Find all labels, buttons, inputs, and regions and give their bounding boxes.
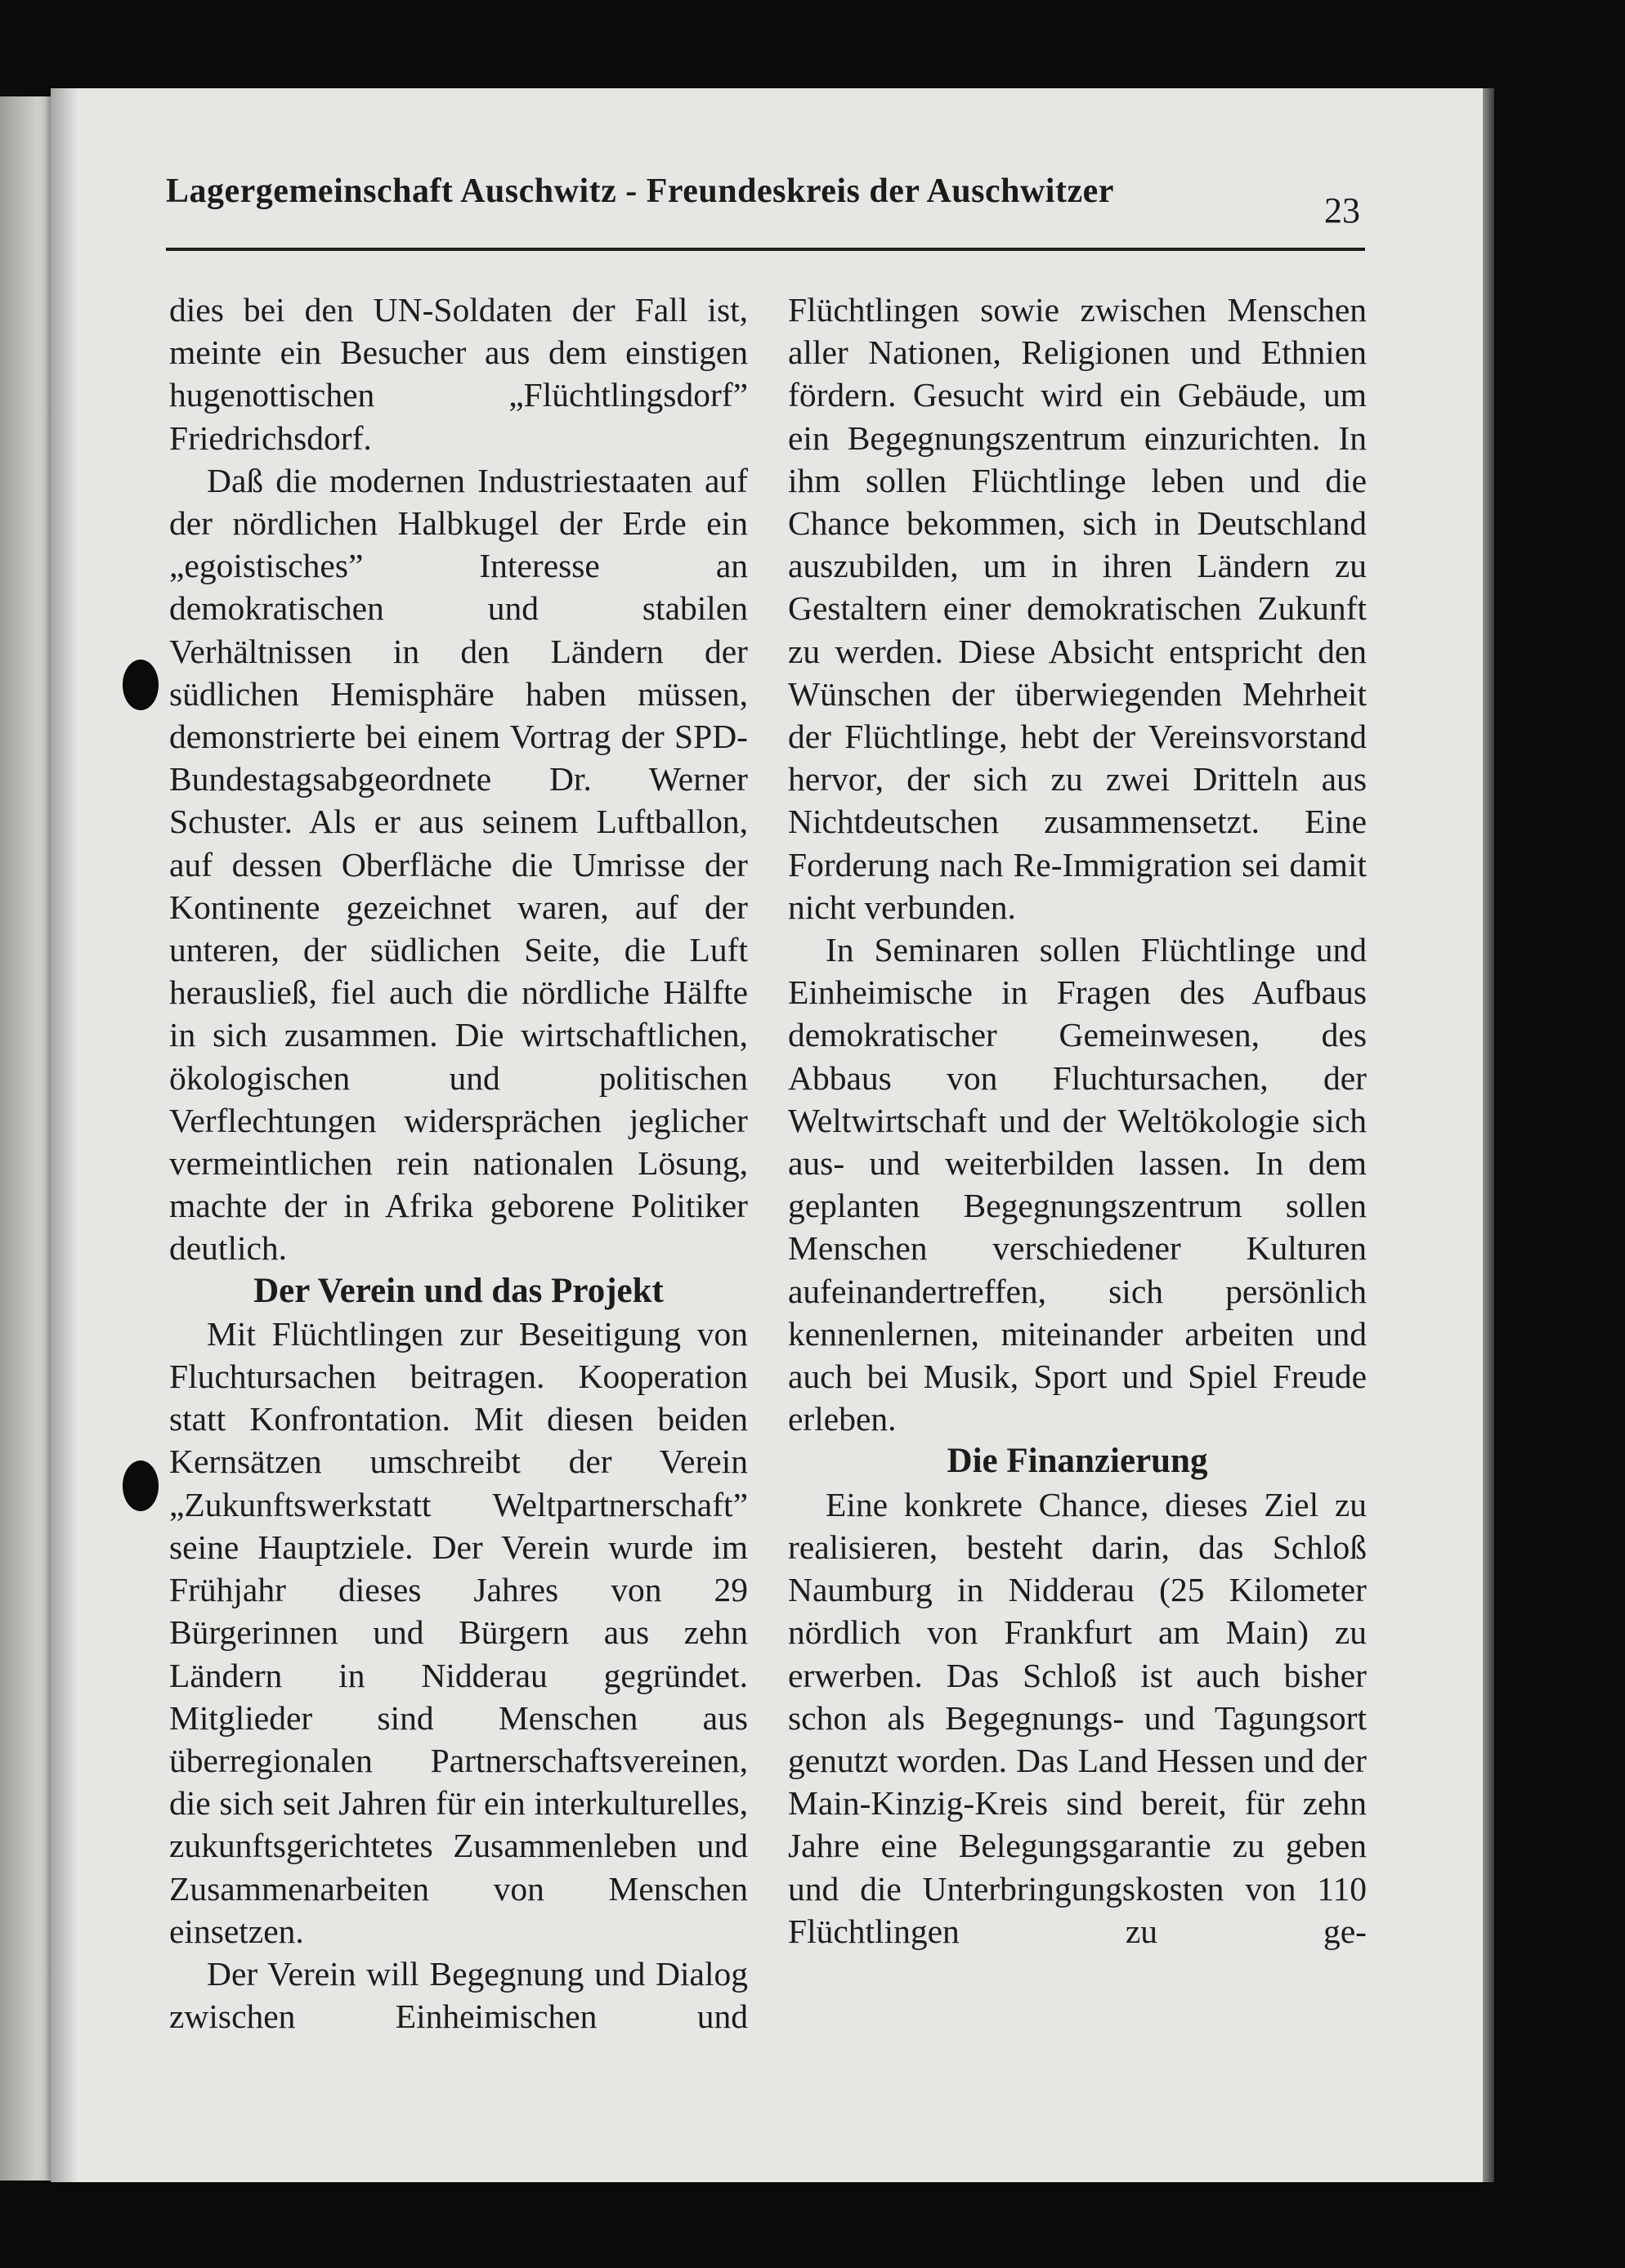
header-rule (166, 248, 1365, 251)
punch-hole (123, 660, 159, 710)
paragraph: Der Verein will Begegnung und Dialog zwischen Einheimischen und (169, 1954, 748, 2036)
right-column (788, 289, 1367, 1953)
paragraph: Eine konkrete Chance, dieses Ziel zu realisieren, besteht darin, das Schloß Naumburg in Nidderau (25 Kilometer nördlich von Frankfurt am Main) zu erwerben. Das Schloß ist auch bisher schon als Begegnungs- und Tagungsort genutzt worden. Das Land Hessen und der Main-Kinzig-Kreis sind bereit, für zehn Jahre eine Belegungsgarantie zu geben und die Unterbringungskosten von 110 Flüchtlingen zu ge- (788, 1485, 1367, 1950)
paragraph: In Seminaren sollen Flüchtlinge und Einheimische in Fragen des Aufbaus demokratischer Gemeinwesen, des Abbaus von Fluchtursachen, der Weltwirtschaft und der Weltökologie sich aus- und weiterbilden lassen. In dem geplanten Begegnungszentrum sollen Menschen verschiedener Kulturen aufeinandertreffen, sich persönlich kennenlernen, miteinander arbeiten und auch bei Musik, Sport und Spiel Freude erleben. (788, 931, 1367, 1438)
left-column (169, 289, 748, 2038)
page-number: 23 (1324, 190, 1360, 230)
running-header: Lagergemeinschaft Auschwitz - Freundeskreis der Auschwitzer (166, 172, 1114, 210)
punch-hole (123, 1461, 159, 1511)
paragraph: Daß die modernen Industriestaaten auf der nördlichen Halbkugel der Erde ein „egoistisches” Interesse an demokratischen und stabilen Verhältnissen in den Ländern der südlichen Hemisphäre haben müssen, demonstrierte bei einem Vortrag der SPD-Bundestagsabgeordnete Dr. Werner Schuster. Als er aus seinem Luftballon, auf dessen Oberfläche die Umrisse der Kontinente gezeichnet waren, auf der unteren, der südlichen Seite, die Luft herausließ, fiel auch die nördliche Hälfte in sich zusammen. Die wirtschaftlichen, ökologischen und politischen Verflechtungen widersprächen jeglicher vermeintlichen rein nationalen Lösung, machte der in Afrika geborene Politiker deutlich. (169, 461, 748, 1268)
paragraph: dies bei den UN-Soldaten der Fall ist, meinte ein Besucher aus dem einstigen hugenottischen „Flüchtlingsdorf” Friedrichsdorf. (169, 291, 748, 457)
paragraph: Mit Flüchtlingen zur Beseitigung von Fluchtursachen beitragen. Kooperation statt Konfrontation. Mit diesen beiden Kernsätzen umschreibt der Verein „Zukunftswerkstatt Weltpartnerschaft” seine Hauptziele. Der Verein wurde im Frühjahr dieses Jahres von 29 Bürgerinnen und Bürgern aus zehn Ländern in Nidderau gegründet. Mitglieder sind Menschen aus überregionalen Partnerschaftsvereinen, die sich seit Jahren für ein interkulturelles, zukunftsgerichtetes Zusammenleben und Zusammenarbeiten von Menschen einsetzen. (169, 1314, 748, 1950)
section-heading: Der Verein und das Projekt (253, 1271, 664, 1310)
page-edge-shadow (1483, 88, 1494, 2182)
paragraph: Flüchtlingen sowie zwischen Menschen aller Nationen, Religionen und Ethnien fördern. Gesucht wird ein Gebäude, um ein Begegnungszentrum einzurichten. In ihm sollen Flüchtlinge leben und die Chance bekommen, sich in Deutschland auszubilden, um in ihren Ländern zu Gestaltern einer demokratischen Zukunft zu werden. Diese Absicht entspricht den Wünschen der überwiegenden Mehrheit der Flüchtlinge, hebt der Vereinsvorstand hervor, der sich zu zwei Dritteln aus Nichtdeutschen zusammensetzt. Eine Forderung nach Re-Immigration sei damit nicht verbunden. (788, 291, 1367, 926)
section-heading: Die Finanzierung (947, 1442, 1208, 1481)
